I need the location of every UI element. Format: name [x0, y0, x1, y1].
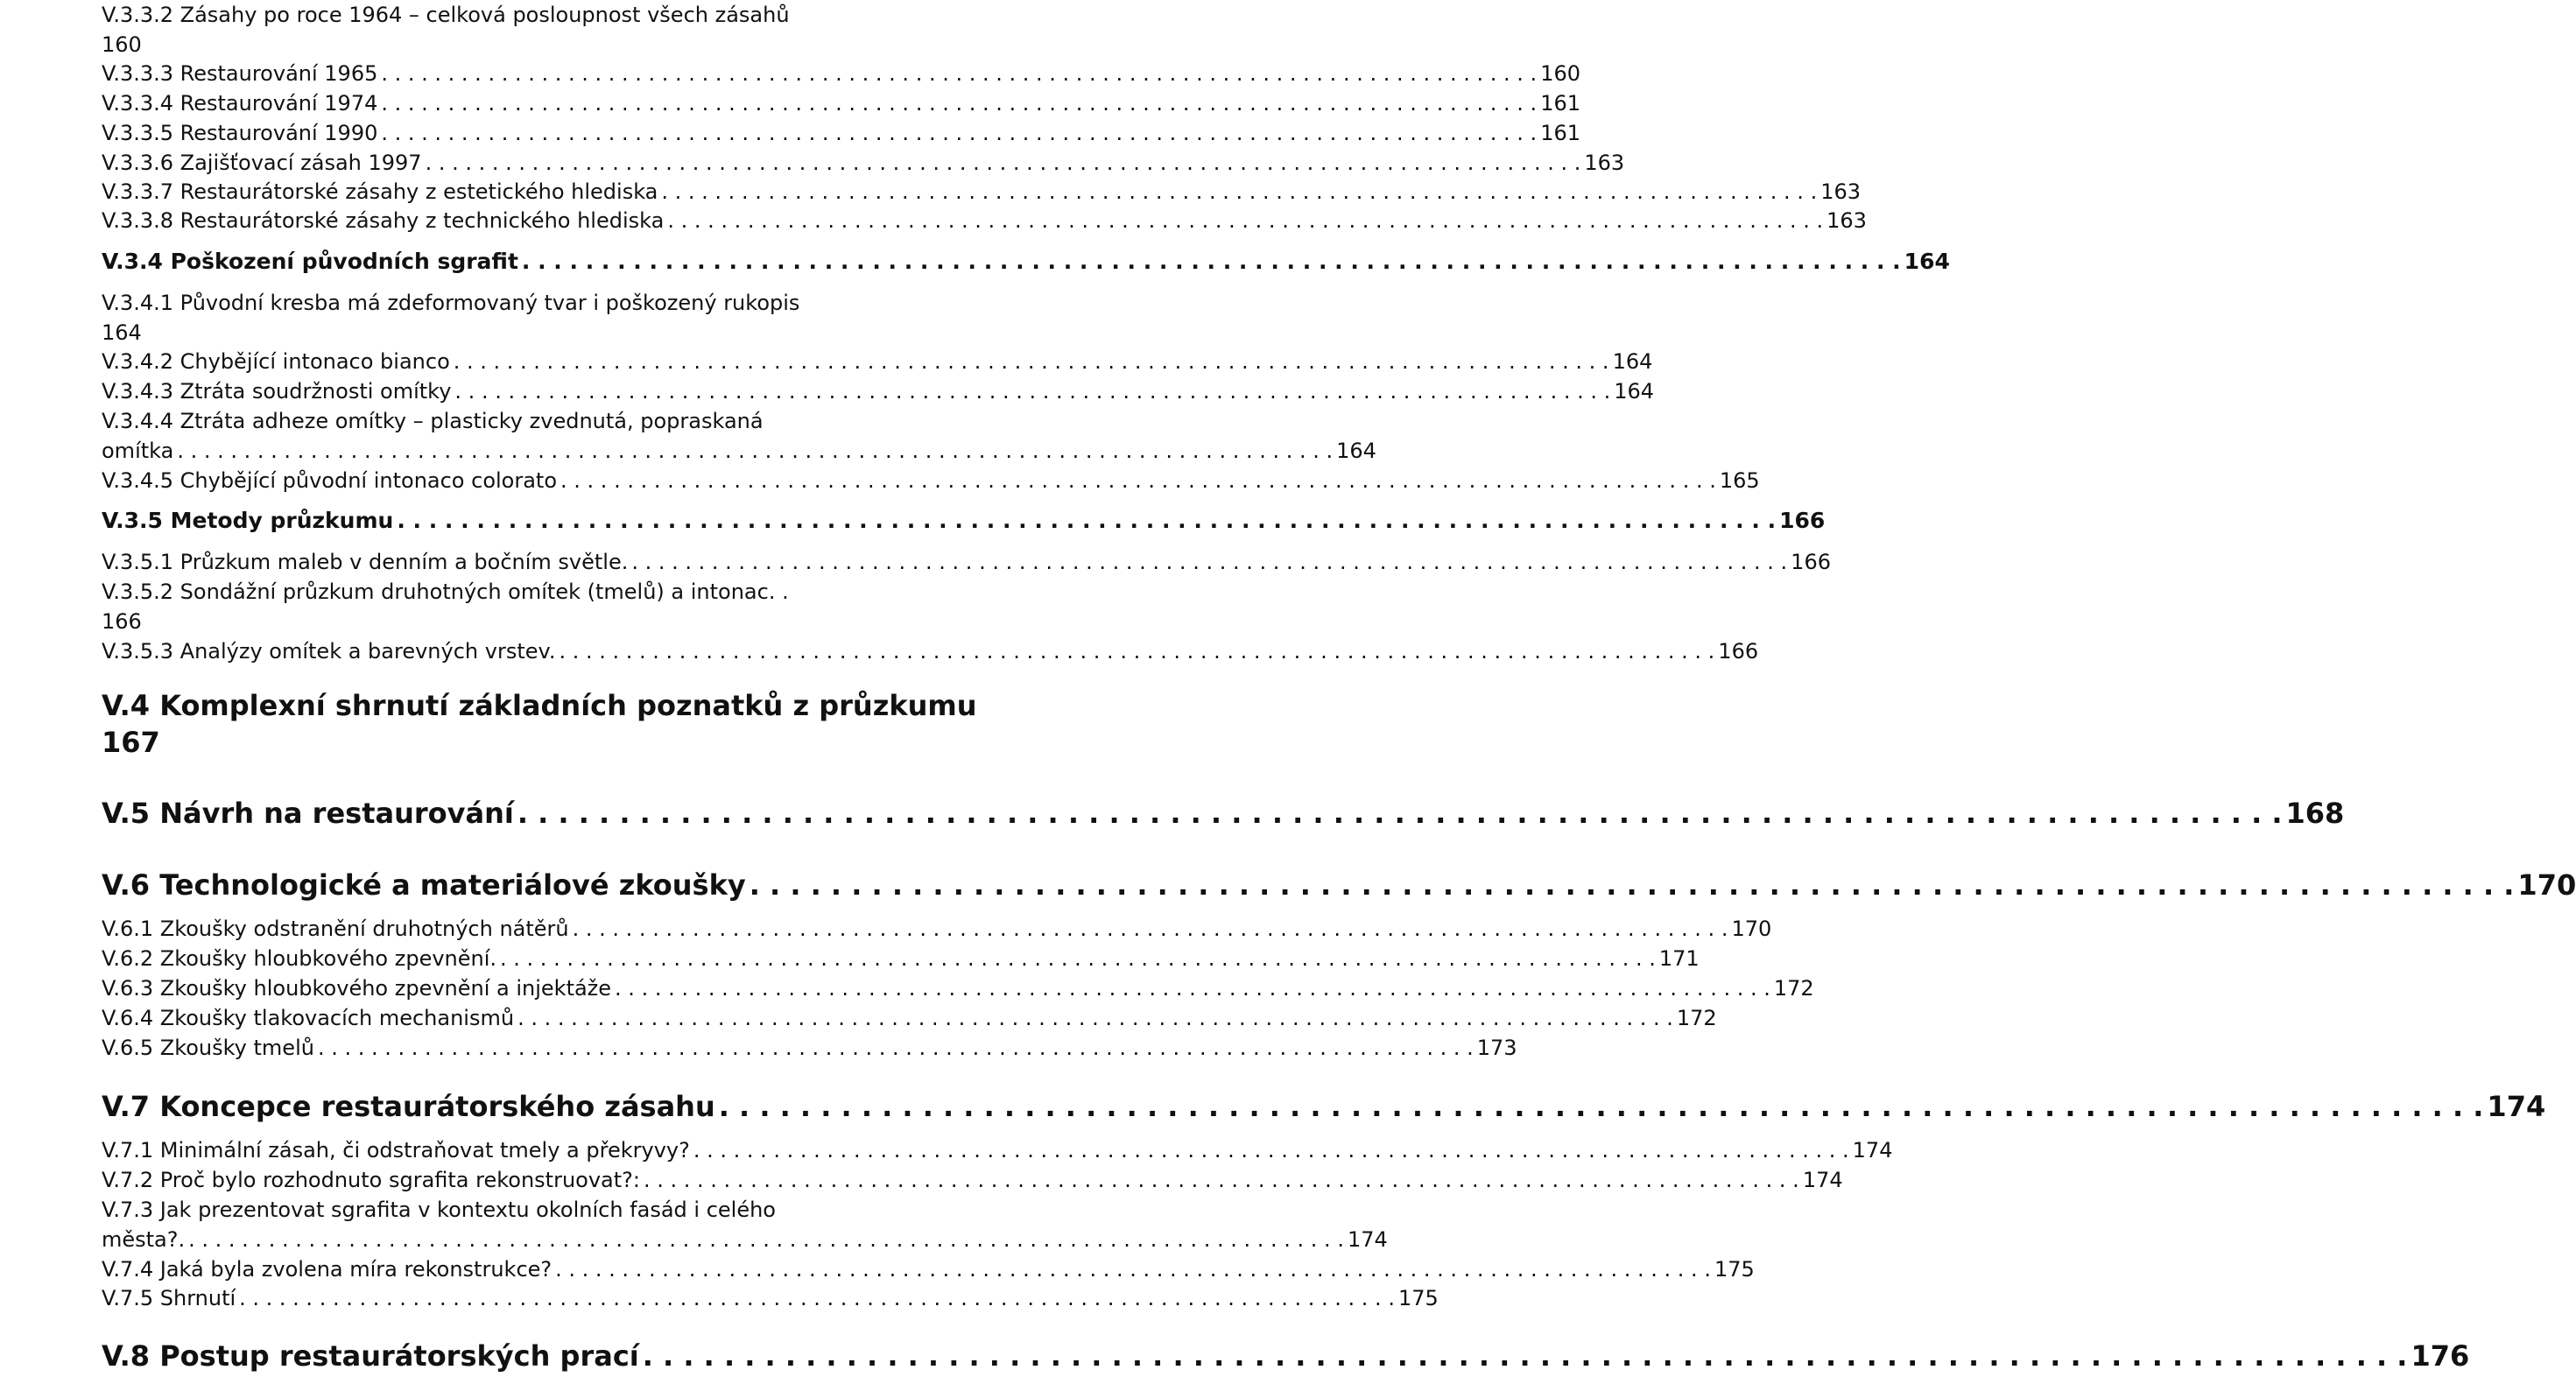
dot-leader: . . . . . . . . . . . . . . . . . . . . . . . . . . . . . . . . . . . . . . . . . . . . . . . . . . . . . . . . . . . . . . . . . . . . . . . . . . . . . . . . . . . . . . .	[642, 1339, 2408, 1373]
toc-entry-page: 164	[1612, 349, 1653, 374]
toc-entry[interactable]	[102, 121, 1580, 145]
toc-entry-title: V.3.4.2 Chybějící intonaco bianco	[102, 349, 450, 374]
toc-chapter[interactable]	[102, 1339, 2470, 1373]
toc-entry-title: V.3.3.4 Restaurování 1974	[102, 91, 378, 116]
toc-entry-page: 166	[1791, 550, 1831, 574]
toc-entry-title: V.7.5 Shrnutí	[102, 1286, 236, 1310]
toc-entry-title: V.6.3 Zkoušky hloubkového zpevnění a injektáže	[102, 976, 612, 1001]
dot-leader: . . . . . . . . . . . . . . . . . . . . . . . . . . . . . . . . . . . . . . . . . . . . . . . . . . . . . . . . . . . . . . . . . . . . . . . . . . . . . . . . . . . . . . .	[693, 1138, 1849, 1163]
toc-entry-title: V.3.5 Metody průzkumu	[102, 508, 394, 533]
toc-entry[interactable]	[102, 1286, 1439, 1310]
toc-entry-page: 163	[1820, 179, 1862, 204]
toc-entry[interactable]	[102, 1257, 1755, 1282]
dot-leader: . . . . . . . . . . . . . . . . . . . . . . . . . . . . . . . . . . . . . . . . . . . . . . . . . . . . . . . . . . . . . . . . . . . . . . . . . . . . . . . . . . . . . . .	[560, 468, 1716, 493]
toc-entry-title[interactable]: V.3.4.1 Původní kresba má zdeformovaný tvar i poškozený rukopis	[102, 291, 800, 315]
toc-chapter-page: 170	[2517, 868, 2576, 902]
toc-entry[interactable]	[102, 1138, 1893, 1163]
toc-entry[interactable]	[102, 508, 1826, 533]
toc-entry-page: 164	[1614, 379, 1655, 404]
dot-leader: . . . . . . . . . . . . . . . . . . . . . . . . . . . . . . . . . . . . . . . . . . . . . . . . . . . . . . . . . . . . . . . . . . . . . . . . . . . . . . . . . . . . . . .	[453, 349, 1609, 374]
toc-entry-title: V.7.1 Minimální zásah, či odstraňovat tmely a překryvy?	[102, 1138, 690, 1163]
toc-entry-title: V.3.5.1 Průzkum maleb v denním a bočním světle.	[102, 550, 629, 574]
toc-entry-title: V.3.3.7 Restaurátorské zásahy z estetického hlediska	[102, 179, 658, 204]
dot-leader: . . . . . . . . . . . . . . . . . . . . . . . . . . . . . . . . . . . . . . . . . . . . . . . . . . . . . . . . . . . . . . . . . . . . . . . . . . . . . . . . . . . . . . .	[500, 946, 1656, 971]
toc-entry-title[interactable]: V.3.3.2 Zásahy po roce 1964 – celková posloupnost všech zásahů	[102, 3, 790, 27]
toc-entry-page: 173	[1476, 1036, 1517, 1060]
toc-entry[interactable]	[102, 249, 1950, 274]
toc-entry-title: V.7.4 Jaká byla zvolena míra rekonstrukce?	[102, 1257, 553, 1282]
dot-leader: . . . . . . . . . . . . . . . . . . . . . . . . . . . . . . . . . . . . . . . . . . . . . . . . . . . . . . . . . . . . . . . . . . . . . . . . . . . . . . . . . . . . . . .	[749, 868, 2515, 902]
toc-entry-title-continued: omítka	[102, 439, 174, 463]
dot-leader: . . . . . . . . . . . . . . . . . . . . . . . . . . . . . . . . . . . . . . . . . . . . . . . . . . . . . . . . . . . . . . . . . . . . . . . . . . . . . . . . . . . . . . .	[667, 208, 1824, 233]
toc-entry-page: 166	[1718, 639, 1759, 664]
toc-chapter-title: V.7 Koncepce restaurátorského zásahu	[102, 1090, 715, 1123]
toc-entry[interactable]	[102, 917, 1772, 941]
toc-entry-title: V.6.1 Zkoušky odstranění druhotných nátěrů	[102, 917, 569, 941]
toc-entry[interactable]	[102, 1006, 1717, 1030]
toc-entry[interactable]	[102, 208, 1867, 233]
toc-chapter-title: V.5 Návrh na restaurování	[102, 797, 514, 830]
dot-leader: . . . . . . . . . . . . . . . . . . . . . . . . . . . . . . . . . . . . . . . . . . . . . . . . . . . . . . . . . . . . . . . . . . . . . . . . . . . . . . . . . . . . . . .	[381, 61, 1538, 86]
toc-chapter[interactable]	[102, 868, 2576, 902]
dot-leader: . . . . . . . . . . . . . . . . . . . . . . . . . . . . . . . . . . . . . . . . . . . . . . . . . . . . . . . . . . . . . . . . . . . . . . . . . . . . . . . . . . . . . . .	[317, 1036, 1474, 1060]
toc-entry[interactable]	[102, 1168, 1843, 1192]
toc-entry-page[interactable]: 164	[102, 320, 142, 345]
dot-leader: . . . . . . . . . . . . . . . . . . . . . . . . . . . . . . . . . . . . . . . . . . . . . . . . . . . . . . . . . . . . . . . . . . . . . . . . . . . . . . . . . . . . . . .	[454, 379, 1611, 404]
toc-entry-title: V.3.4.3 Ztráta soudržnosti omítky	[102, 379, 452, 404]
toc-entry-page: 174	[1852, 1138, 1893, 1163]
toc-entry-title: V.3.3.6 Zajišťovací zásah 1997	[102, 151, 422, 175]
toc-entry-title-continued: města?.	[102, 1227, 186, 1252]
dot-leader: . . . . . . . . . . . . . . . . . . . . . . . . . . . . . . . . . . . . . . . . . . . . . . . . . . . . . . . . . . . . . . . . . . . . . . . . . . . . . . . . . . . . . . .	[517, 797, 2283, 830]
toc-entry[interactable]	[102, 976, 1814, 1001]
toc-entry-title: V.6.4 Zkoušky tlakovacích mechanismů	[102, 1006, 515, 1030]
toc-entry-page: 161	[1540, 91, 1580, 116]
toc-chapter-title: V.6 Technologické a materiálové zkoušky	[102, 868, 746, 902]
toc-entry[interactable]	[102, 91, 1580, 116]
toc-entry-title: V.7.2 Proč bylo rozhodnuto sgrafita rekonstruovat?:	[102, 1168, 640, 1192]
toc-entry[interactable]	[102, 379, 1655, 404]
toc-chapter-page: 174	[2487, 1090, 2546, 1123]
toc-entry[interactable]	[102, 179, 1862, 204]
toc-entry-page: 163	[1584, 151, 1625, 175]
dot-leader: . . . . . . . . . . . . . . . . . . . . . . . . . . . . . . . . . . . . . . . . . . . . . . . . . . . . . . . . . . . . . . . . . . . . . . . . . . . . . . . . . . . . . . .	[521, 249, 1901, 274]
toc-entry[interactable]	[102, 468, 1760, 493]
toc-entry-page: 161	[1540, 121, 1580, 145]
dot-leader: . . . . . . . . . . . . . . . . . . . . . . . . . . . . . . . . . . . . . . . . . . . . . . . . . . . . . . . . . . . . . . . . . . . . . . . . . . . . . . . . . . . . . . .	[517, 1006, 1673, 1030]
toc-entry-page: 166	[1779, 508, 1826, 533]
toc-entry-title: V.3.3.8 Restaurátorské zásahy z technického hlediska	[102, 208, 665, 233]
toc-entry-title: V.3.3.3 Restaurování 1965	[102, 61, 378, 86]
dot-leader: . . . . . . . . . . . . . . . . . . . . . . . . . . . . . . . . . . . . . . . . . . . . . . . . . . . . . . . . . . . . . . . . . . . . . . . . . . . . . . . . . . . . . . .	[559, 639, 1715, 664]
toc-entry-page: 170	[1731, 917, 1772, 941]
dot-leader: . . . . . . . . . . . . . . . . . . . . . . . . . . . . . . . . . . . . . . . . . . . . . . . . . . . . . . . . . . . . . . . . . . . . . . . . . . . . . . . . . . . . . . .	[381, 91, 1538, 116]
toc-entry-title[interactable]: V.3.5.2 Sondážní průzkum druhotných omítek (tmelů) a intonac. .	[102, 580, 789, 604]
toc-entry-page: 172	[1773, 976, 1814, 1001]
dot-leader: . . . . . . . . . . . . . . . . . . . . . . . . . . . . . . . . . . . . . . . . . . . . . . . . . . . . . . . . . . . . . . . . . . . . . . . . . . . . . . . . . . . . . . .	[381, 121, 1538, 145]
toc-entry[interactable]	[102, 151, 1625, 175]
toc-entry-title: V.3.4 Poškození původních sgrafit	[102, 249, 518, 274]
toc-chapter-title: V.8 Postup restaurátorských prací	[102, 1339, 639, 1373]
toc-entry-page: 163	[1826, 208, 1867, 233]
toc-chapter[interactable]	[102, 1090, 2546, 1123]
toc-entry-title: V.3.4.5 Chybějící původní intonaco colorato	[102, 468, 558, 493]
dot-leader: . . . . . . . . . . . . . . . . . . . . . . . . . . . . . . . . . . . . . . . . . . . . . . . . . . . . . . . . . . . . . . . . . . . . . . . . . . . . . . . . . . . . . . .	[555, 1257, 1711, 1282]
dot-leader: . . . . . . . . . . . . . . . . . . . . . . . . . . . . . . . . . . . . . . . . . . . . . . . . . . . . . . . . . . . . . . . . . . . . . . . . . . . . . . . . . . . . . . .	[177, 439, 1334, 463]
toc-entry[interactable]	[102, 439, 1376, 463]
toc-entry-title: V.6.5 Zkoušky tmelů	[102, 1036, 314, 1060]
toc-entry-page: 175	[1397, 1286, 1439, 1310]
toc-entry-title[interactable]: V.3.4.4 Ztráta adheze omítky – plasticky zvednutá, popraskaná	[102, 409, 764, 433]
toc-entry[interactable]	[102, 349, 1653, 374]
toc-entry-page: 160	[1540, 61, 1580, 86]
dot-leader: . . . . . . . . . . . . . . . . . . . . . . . . . . . . . . . . . . . . . . . . . . . . . . . . . . . . . . . . . . . . . . . . . . . . . . . . . . . . . . . . . . . . . . .	[425, 151, 1581, 175]
toc-entry[interactable]	[102, 1036, 1517, 1060]
toc-entry-title: V.3.3.5 Restaurování 1990	[102, 121, 378, 145]
dot-leader: . . . . . . . . . . . . . . . . . . . . . . . . . . . . . . . . . . . . . . . . . . . . . . . . . . . . . . . . . . . . . . . . . . . . . . . . . . . . . . . . . . . . . . .	[572, 917, 1728, 941]
toc-entry[interactable]	[102, 1227, 1388, 1252]
toc-entry-page: 171	[1658, 946, 1700, 971]
toc-entry[interactable]	[102, 639, 1759, 664]
dot-leader: . . . . . . . . . . . . . . . . . . . . . . . . . . . . . . . . . . . . . . . . . . . . . . . . . . . . . . . . . . . . . . . . . . . . . . . . . . . . . . . . . . . . . . .	[718, 1090, 2484, 1123]
toc-entry-page: 165	[1719, 468, 1760, 493]
toc-entry-title: V.6.2 Zkoušky hloubkového zpevnění.	[102, 946, 497, 971]
dot-leader: . . . . . . . . . . . . . . . . . . . . . . . . . . . . . . . . . . . . . . . . . . . . . . . . . . . . . . . . . . . . . . . . . . . . . . . . . . . . . . . . . . . . . . .	[188, 1227, 1344, 1252]
dot-leader: . . . . . . . . . . . . . . . . . . . . . . . . . . . . . . . . . . . . . . . . . . . . . . . . . . . . . . . . . . . . . . . . . . . . . . . . . . . . . . . . . . . . . . .	[661, 179, 1818, 204]
toc-entry-page: 175	[1714, 1257, 1755, 1282]
toc-chapter-page: 168	[2285, 797, 2345, 830]
toc-entry-page: 174	[1802, 1168, 1843, 1192]
toc-entry-page[interactable]: 166	[102, 609, 142, 634]
toc-entry[interactable]	[102, 61, 1580, 86]
toc-entry[interactable]	[102, 946, 1700, 971]
dot-leader: . . . . . . . . . . . . . . . . . . . . . . . . . . . . . . . . . . . . . . . . . . . . . . . . . . . . . . . . . . . . . . . . . . . . . . . . . . . . . . . . . . . . . . .	[397, 508, 1777, 533]
toc-entry-page: 164	[1336, 439, 1376, 463]
toc-chapter-page[interactable]: 167	[102, 726, 160, 759]
toc-entry-page: 174	[1347, 1227, 1388, 1252]
dot-leader: . . . . . . . . . . . . . . . . . . . . . . . . . . . . . . . . . . . . . . . . . . . . . . . . . . . . . . . . . . . . . . . . . . . . . . . . . . . . . . . . . . . . . . .	[239, 1286, 1395, 1310]
toc-chapter[interactable]	[102, 797, 2345, 830]
toc-entry-title[interactable]: V.7.3 Jak prezentovat sgrafita v kontextu okolních fasád i celého	[102, 1198, 776, 1222]
toc-entry-page[interactable]: 160	[102, 32, 142, 57]
toc-entry-page: 172	[1676, 1006, 1717, 1030]
toc-entry[interactable]	[102, 550, 1831, 574]
toc-chapter-page: 176	[2411, 1339, 2470, 1373]
toc-chapter-title[interactable]: V.4 Komplexní shrnutí základních poznatků z průzkumu	[102, 689, 977, 722]
toc-entry-title: V.3.5.3 Analýzy omítek a barevných vrstev.	[102, 639, 556, 664]
dot-leader: . . . . . . . . . . . . . . . . . . . . . . . . . . . . . . . . . . . . . . . . . . . . . . . . . . . . . . . . . . . . . . . . . . . . . . . . . . . . . . . . . . . . . . .	[615, 976, 1770, 1001]
dot-leader: . . . . . . . . . . . . . . . . . . . . . . . . . . . . . . . . . . . . . . . . . . . . . . . . . . . . . . . . . . . . . . . . . . . . . . . . . . . . . . . . . . . . . . .	[631, 550, 1788, 574]
toc-entry-page: 164	[1904, 249, 1950, 274]
dot-leader: . . . . . . . . . . . . . . . . . . . . . . . . . . . . . . . . . . . . . . . . . . . . . . . . . . . . . . . . . . . . . . . . . . . . . . . . . . . . . . . . . . . . . . .	[644, 1168, 1799, 1192]
